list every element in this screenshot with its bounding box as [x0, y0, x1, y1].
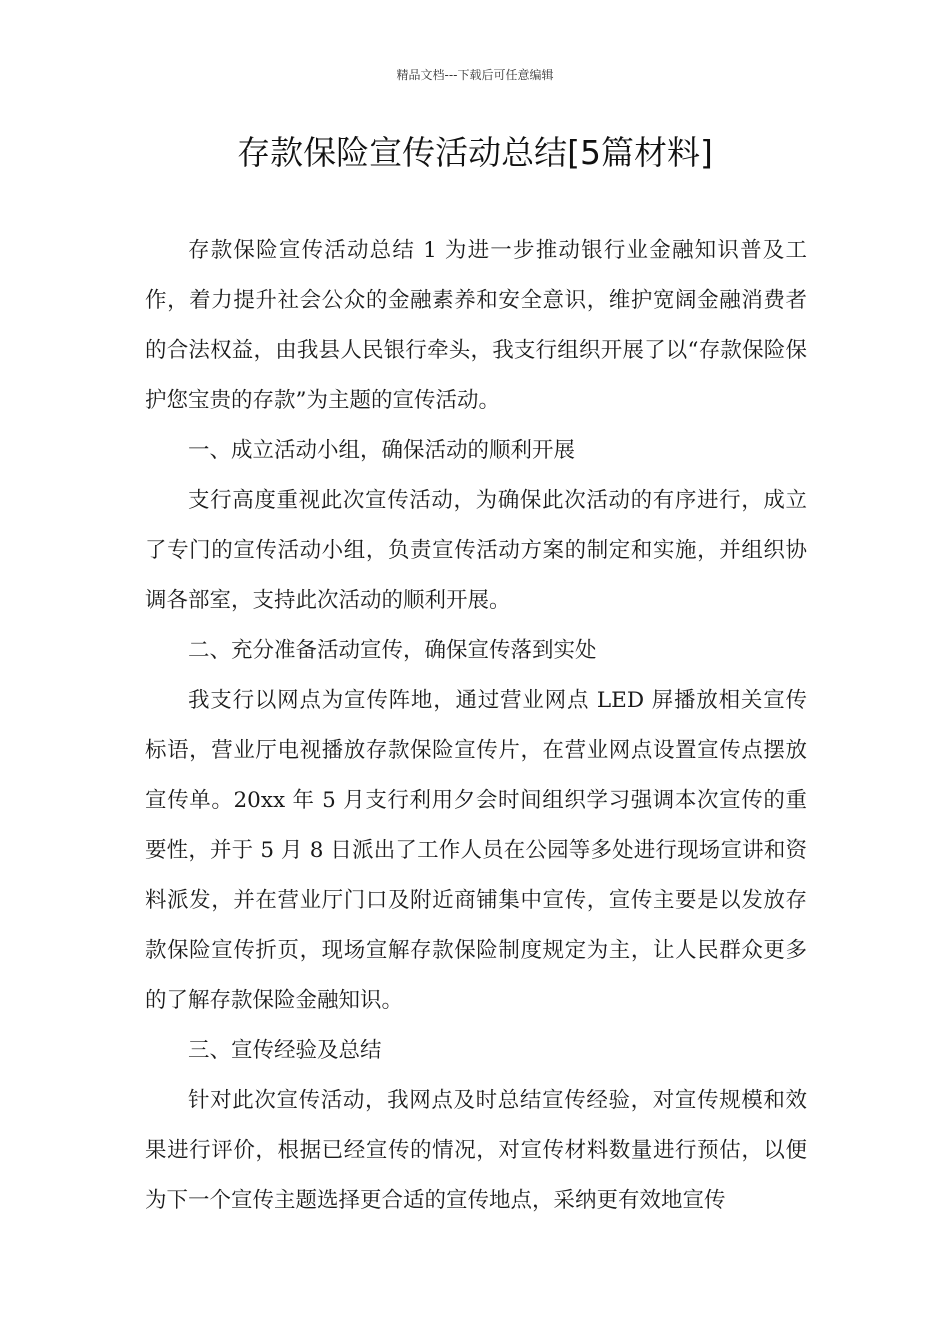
paragraph-section-3: 针对此次宣传活动，我网点及时总结宣传经验，对宣传规模和效果进行评价，根据已经宣传的情况，对宣传材料数量进行预估，以便为下一个宣传主题选择更合适的宣传地点，采纳更有效地宣传: [145, 1088, 807, 1213]
section-heading-3: 三、宣传经验及总结: [188, 1038, 382, 1063]
document-body: [145, 226, 807, 1226]
paragraph-section-1: 支行高度重视此次宣传活动，为确保此次活动的有序进行，成立了专门的宣传活动小组，负责宣传活动方案的制定和实施，并组织协调各部室，支持此次活动的顺利开展。: [145, 488, 807, 613]
section-heading-2: 二、充分准备活动宣传，确保宣传落到实处: [188, 638, 597, 663]
section-heading-1: 一、成立活动小组，确保活动的顺利开展: [188, 438, 576, 463]
header-note: 精品文档---下载后可任意编辑: [396, 68, 554, 82]
paragraph-intro: 存款保险宣传活动总结 1 为进一步推动银行业金融知识普及工作，着力提升社会公众的金融素养和安全意识，维护宽阔金融消费者的合法权益，由我县人民银行牵头，我支行组织开展了以“存款保险保护您宝贵的存款”为主题的宣传活动。: [145, 238, 807, 413]
paragraph-section-2: 我支行以网点为宣传阵地，通过营业网点 LED 屏播放相关宣传标语，营业厅电视播放存款保险宣传片，在营业网点设置宣传点摆放宣传单。20xx 年 5 月支行利用夕会时间组织学习强调本次宣传的重要性，并于 5 月 8 日派出了工作人员在公园等多处进行现场宣讲和资料派发，并在营业厅门口及附近商铺集中宣传，宣传主要是以发放存款保险宣传折页，现场宣解存款保险制度规定为主，让人民群众更多的了解存款保险金融知识。: [145, 688, 807, 1013]
document-title: 存款保险宣传活动总结[5篇材料]: [237, 133, 713, 172]
